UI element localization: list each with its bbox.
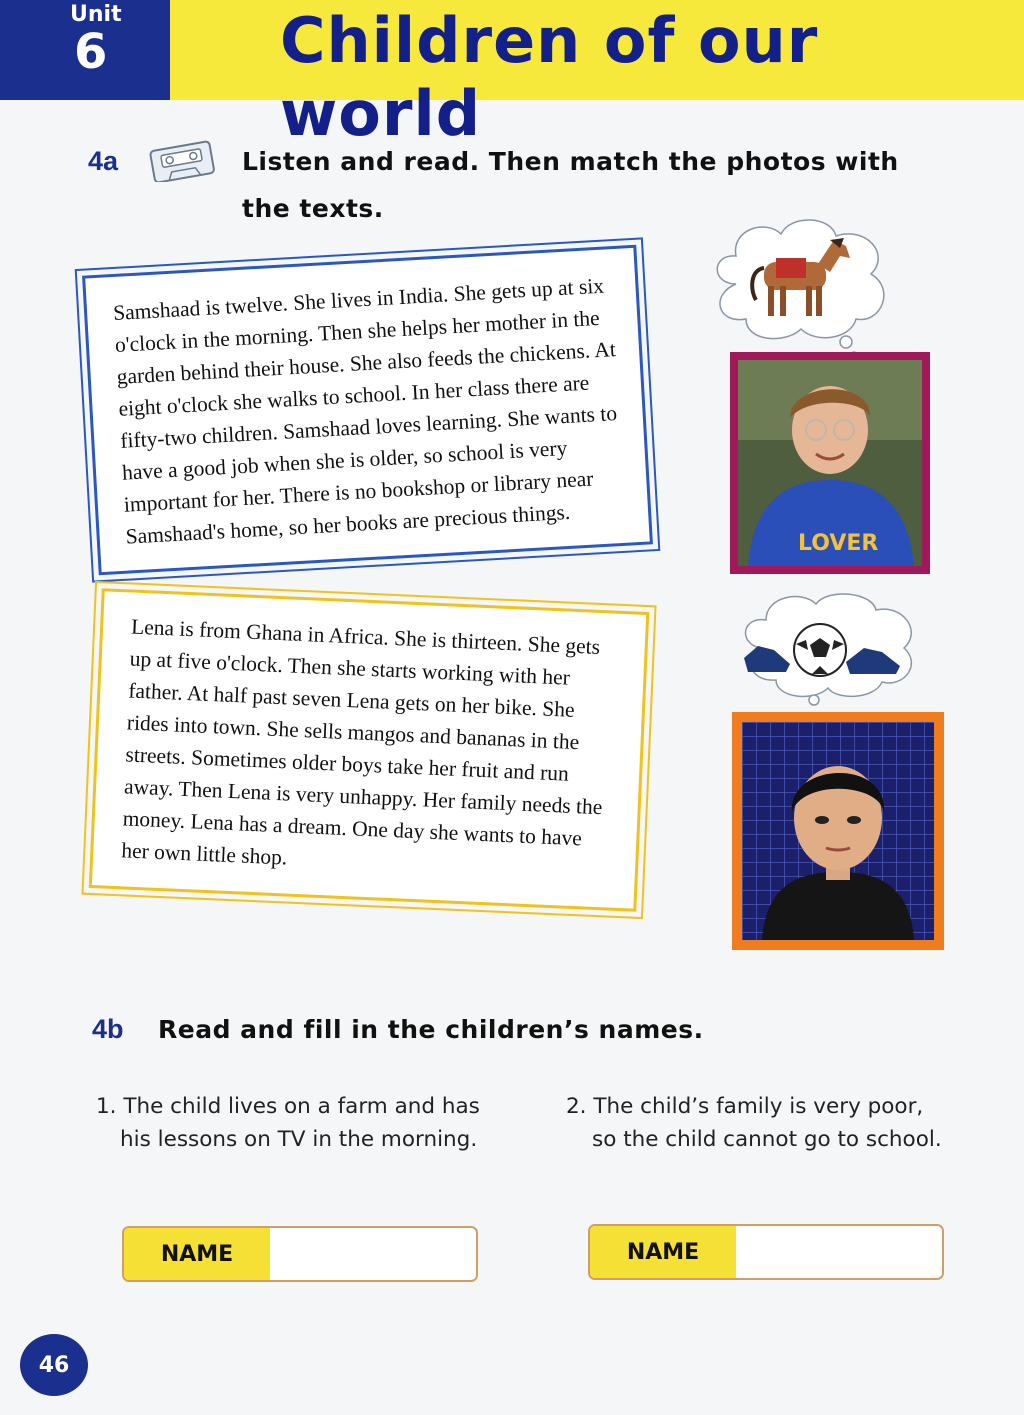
- name-label-1: NAME: [124, 1228, 270, 1280]
- question-1-line-1: 1. The child lives on a farm and has: [96, 1094, 480, 1119]
- photo-boy-1: [730, 352, 930, 574]
- instruction-line-1: Listen and read. Then match the photos with: [242, 147, 899, 176]
- exercise-4b-instruction: Read and fill in the children’s names.: [158, 1015, 704, 1044]
- text-samshaad: Samshaad is twelve. She lives in India. She gets up at six o'clock in the morning. Then she helps her mother in the garden behind their house. She also feeds the chickens. At eight o'clock she walks to school. In her class there are fifty-two children. Samshaad loves learning. She wants to have a good job when she is older, so school is very important for her. There is no bookshop or library near Samshaad's home, so her books are precious things.: [82, 245, 653, 576]
- boy-portrait-1: [738, 360, 922, 566]
- text-lena: Lena is from Ghana in Africa. She is thirteen. She gets up at five o'clock. Then she starts working with her father. At half past seven Lena gets on her bike. She rides into town. She sells mangos and bananas in the streets. Sometimes older boys take her fruit and run away. Then Lena is very unhappy. Her family needs the money. Lena has a dream. One day she wants to have her own little shop.: [89, 588, 650, 912]
- question-1-line-2: his lessons on TV in the morning.: [120, 1127, 478, 1152]
- name-field-2[interactable]: [588, 1224, 944, 1280]
- exercise-4a-label: 4a: [88, 146, 119, 176]
- shirt-text: LOVER: [798, 531, 879, 556]
- question-2: [566, 1090, 942, 1156]
- unit-number: 6: [74, 24, 108, 80]
- question-1: [96, 1090, 480, 1156]
- exercise-4b-label: 4b: [92, 1014, 124, 1044]
- unit-badge: [0, 0, 170, 100]
- page-title: Children of our world: [280, 4, 819, 150]
- name-label-2: NAME: [590, 1226, 736, 1278]
- title-bar: [170, 0, 1024, 150]
- question-2-line-2: so the child cannot go to school.: [592, 1127, 942, 1152]
- name-field-1[interactable]: [122, 1226, 478, 1282]
- instruction-line-2: the texts.: [242, 194, 384, 223]
- thought-bubble-football: [736, 588, 922, 716]
- question-2-line-1: 2. The child’s family is very poor,: [566, 1094, 924, 1119]
- page-number: 46: [20, 1334, 88, 1396]
- thought-bubble-horse: [706, 214, 892, 364]
- football-icon: [794, 624, 846, 676]
- boy-portrait-2: [742, 722, 934, 940]
- unit-label: Unit: [70, 2, 122, 27]
- cassette-tape-icon: [148, 140, 216, 182]
- photo-boy-2: [732, 712, 944, 950]
